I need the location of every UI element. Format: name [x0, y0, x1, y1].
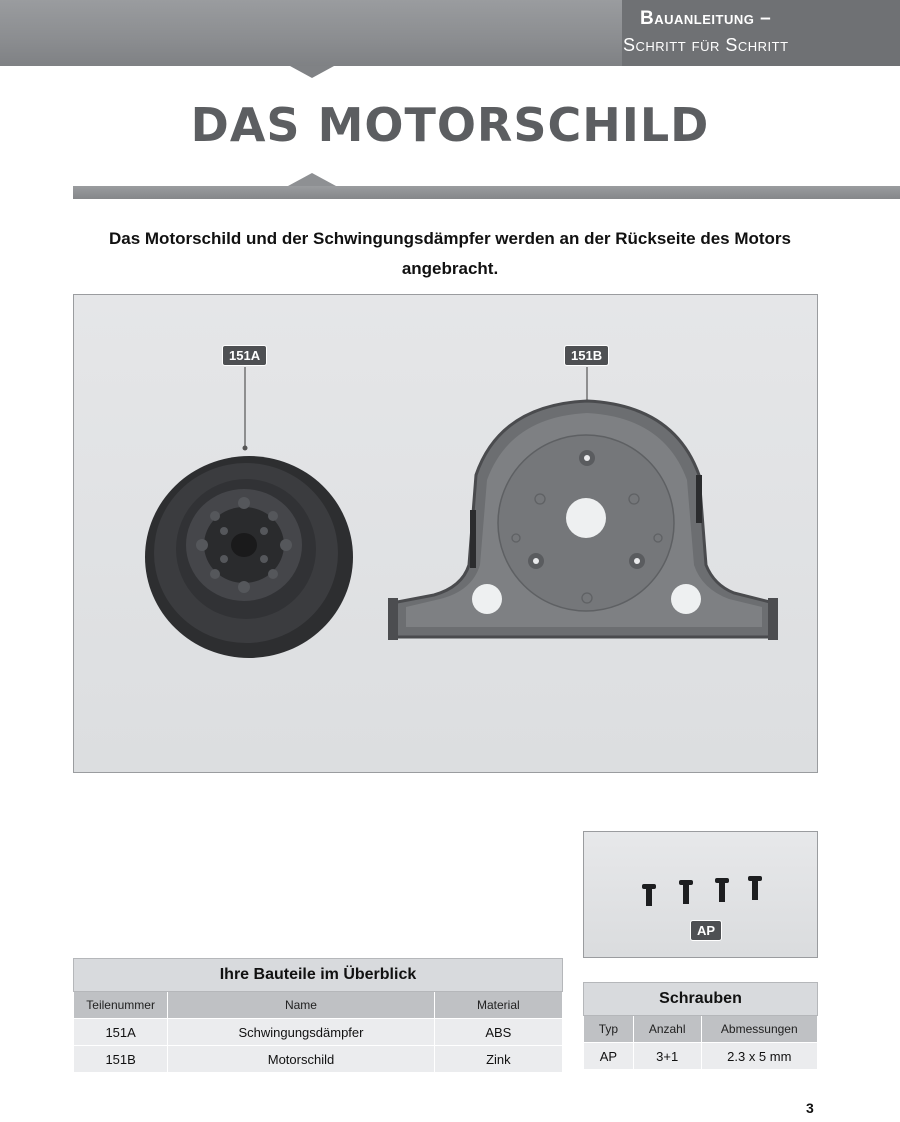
screws-photo: [583, 831, 818, 958]
part-label-151a: 151A: [222, 345, 267, 366]
screw-count: 3+1: [633, 1043, 701, 1070]
title-rule-notch: [288, 173, 336, 186]
part-material: ABS: [434, 1019, 562, 1046]
parts-header-material: Material: [434, 992, 562, 1019]
screws-header-type: Typ: [584, 1016, 634, 1043]
screws-header-count: Anzahl: [633, 1016, 701, 1043]
part-name: Motorschild: [168, 1046, 434, 1073]
table-row: [584, 1043, 818, 1070]
screws-table: [583, 982, 818, 1070]
part-label-151b: 151B: [564, 345, 609, 366]
screws-header-dimensions: Abmessungen: [701, 1016, 817, 1043]
leader-dot-a: [243, 446, 248, 451]
parts-illustration: [74, 295, 817, 772]
part-name: Schwingungsdämpfer: [168, 1019, 434, 1046]
page-number: 3: [806, 1100, 814, 1116]
motor-shield-part: [388, 401, 778, 640]
page-title: DAS MOTORSCHILD: [190, 98, 710, 152]
screw-dimensions: 2.3 x 5 mm: [701, 1043, 817, 1070]
part-number: 151A: [74, 1019, 168, 1046]
intro-text: Das Motorschild und der Schwingungsdämpfer werden an der Rückseite des Motors angebracht.: [108, 229, 791, 278]
screw-label-ap: AP: [690, 920, 722, 941]
parts-table: [73, 958, 563, 1073]
parts-table-title: Ihre Bauteile im Überblick: [74, 959, 563, 992]
title-rule: [73, 186, 900, 199]
damper-part: [145, 456, 353, 658]
table-row: [74, 1019, 563, 1046]
header-line-1: Bauanleitung –: [640, 8, 772, 29]
part-material: Zink: [434, 1046, 562, 1073]
parts-header-name: Name: [168, 992, 434, 1019]
header-line-2: Schritt für Schritt: [623, 35, 789, 55]
screw-type: AP: [584, 1043, 634, 1070]
parts-header-number: Teilenummer: [74, 992, 168, 1019]
table-row: [74, 1046, 563, 1073]
part-number: 151B: [74, 1046, 168, 1073]
header-notch: [290, 66, 334, 78]
parts-photo: [73, 294, 818, 773]
screws-table-title: Schrauben: [584, 983, 818, 1016]
